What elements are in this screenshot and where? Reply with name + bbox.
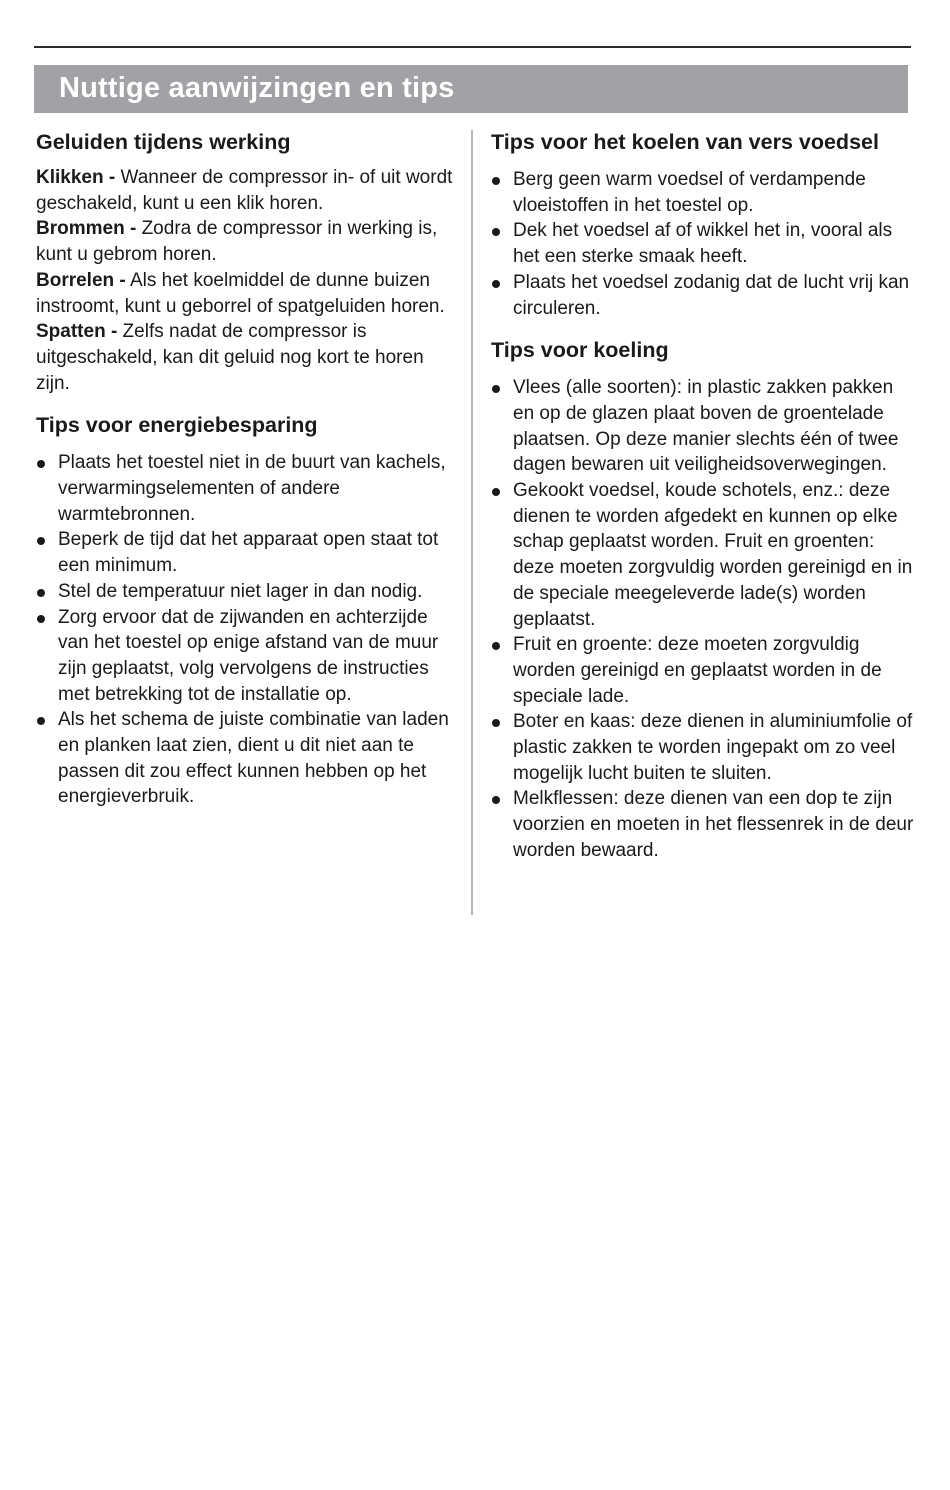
list-item: Gekookt voedsel, koude schotels, enz.: deze dienen te worden afgedekt en kunnen op elke schap geplaatst worden. Fruit en groenten: deze moeten zorgvuldig worden gereinigd en in de speciale meegeleverde lade(s) worden geplaatst. <box>491 478 916 632</box>
section-heading-cooling: Tips voor koeling <box>491 338 669 363</box>
top-rule <box>34 46 911 48</box>
sound-text: Wanneer de compressor in- of uit wordt geschakeld, kunt u een klik horen. <box>36 167 453 214</box>
list-item: Zorg ervoor dat de zijwanden en achterzijde van het toestel op enige afstand van de muur zijn geplaatst, volg vervolgens de instructies met betrekking tot de installatie op. <box>36 605 456 708</box>
section-heading-sounds: Geluiden tijdens werking <box>36 130 291 154</box>
section-energy <box>36 411 456 810</box>
list-item: Vlees (alle soorten): in plastic zakken pakken en op de glazen plaat boven de groentelade plaatsen. Op deze manier slechts één of twee dagen bewaren uit veiligheidsoverwegingen. <box>491 375 916 478</box>
list-item: Boter en kaas: deze dienen in aluminiumfolie of plastic zakken te worden ingepakt om zo veel mogelijk lucht buiten te sluiten. <box>491 709 916 786</box>
sound-item <box>36 268 456 319</box>
section-sounds <box>36 128 456 396</box>
fresh-food-list <box>491 167 916 321</box>
sound-term: Spatten - <box>36 321 118 343</box>
cooling-list <box>491 375 916 863</box>
list-item: Stel de temperatuur niet lager in dan nodig. <box>36 579 456 605</box>
column-divider <box>471 130 473 915</box>
section-cooling <box>491 336 916 863</box>
list-item: Fruit en groente: deze moeten zorgvuldig worden gereinigd en geplaatst worden in de speciale lade. <box>491 632 916 709</box>
right-column <box>491 128 916 864</box>
list-item: Berg geen warm voedsel of verdampende vloeistoffen in het toestel op. <box>491 167 916 218</box>
list-item: Dek het voedsel af of wikkel het in, vooral als het een sterke smaak heeft. <box>491 218 916 269</box>
section-fresh-food <box>491 128 916 321</box>
sound-item <box>36 319 456 396</box>
list-item: Plaats het toestel niet in de buurt van kachels, verwarmingselementen of andere warmtebronnen. <box>36 450 456 527</box>
list-item: Melkflessen: deze dienen van een dop te zijn voorzien en moeten in het flessenrek in de deur worden bewaard. <box>491 786 916 863</box>
list-item: Beperk de tijd dat het apparaat open staat tot een minimum. <box>36 527 456 578</box>
title-band <box>34 65 908 113</box>
sound-term: Borrelen - <box>36 269 126 291</box>
left-column <box>36 128 456 810</box>
sound-item <box>36 216 456 267</box>
section-heading-energy: Tips voor energiebesparing <box>36 413 318 438</box>
sound-term: Brommen - <box>36 218 137 240</box>
sound-item <box>36 165 456 216</box>
sound-text: Als het koelmiddel de dunne buizen instroomt, kunt u geborrel of spatgeluiden horen. <box>36 269 445 317</box>
list-item: Plaats het voedsel zodanig dat de lucht vrij kan circuleren. <box>491 270 916 321</box>
list-item: Als het schema de juiste combinatie van laden en planken laat zien, dient u dit niet aan te passen dit zou effect kunnen hebben op het energieverbruik. <box>36 707 456 810</box>
sound-text: Zodra de compressor in werking is, kunt u gebrom horen. <box>36 218 438 266</box>
energy-list <box>36 450 456 810</box>
sound-term: Klikken - <box>36 167 116 188</box>
page-title: Nuttige aanwijzingen en tips <box>59 72 455 104</box>
sound-text: Zelfs nadat de compressor is uitgeschakeld, kan dit geluid nog kort te horen zijn. <box>36 321 424 394</box>
section-heading-fresh-food: Tips voor het koelen van vers voedsel <box>491 130 879 154</box>
